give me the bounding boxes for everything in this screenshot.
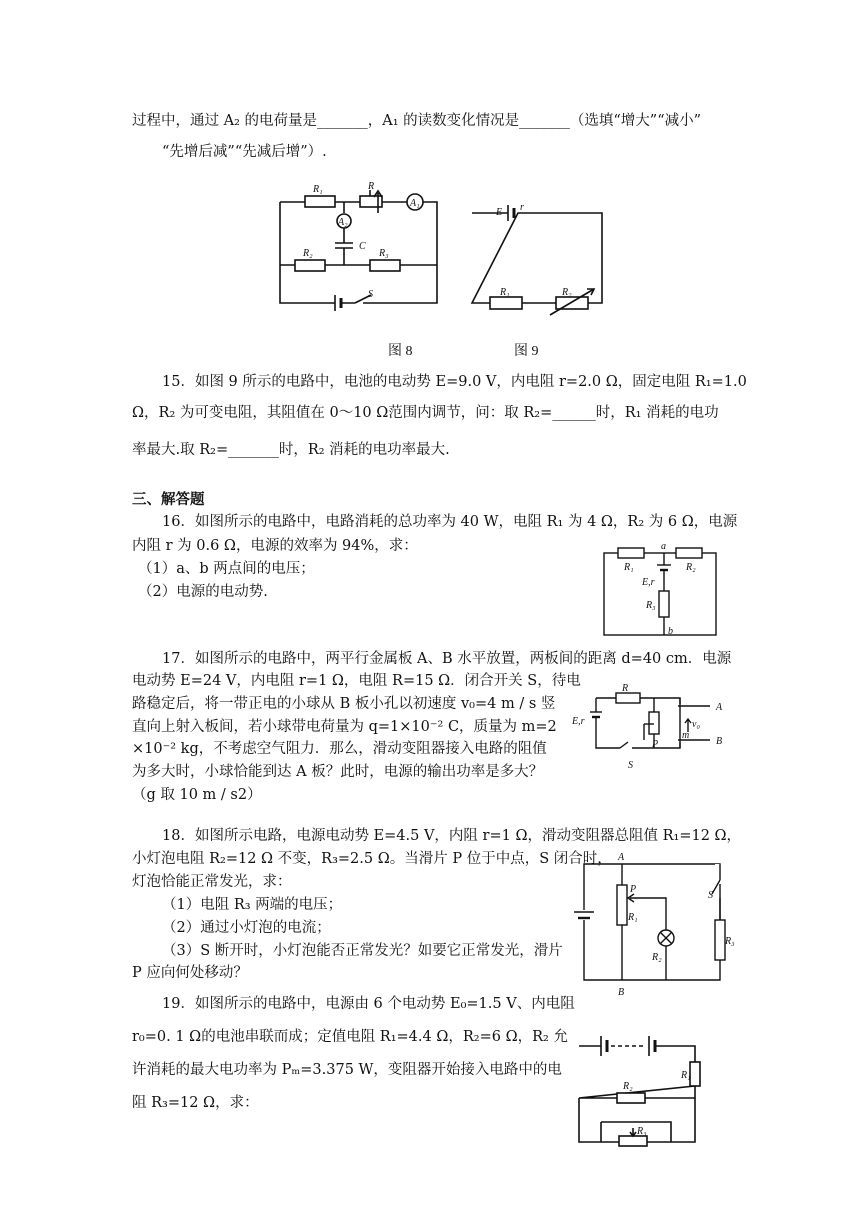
label: R₂ [686,562,696,573]
text-line: 直向上射入板间，若小球带电荷量为 q=1×10⁻² C，质量为 m=2 [132,719,557,735]
label: R₂ [303,248,313,259]
label: S [708,890,713,901]
label: B [716,736,723,747]
label: R₃ [646,600,656,611]
label: R₁ [628,912,638,923]
caption-fig9: 图 9 [514,344,539,359]
text-line: （1）电阻 R₃ 两端的电压； [162,897,343,913]
label: R₃ [379,248,389,259]
label: A₁ [410,198,420,209]
text-line: （2）电源的电动势. [138,584,268,600]
label: R [622,683,629,694]
text-line: 17．如图所示的电路中，两平行金属板 A、B 水平放置，两板间的距离 d=40 cm．电源 [162,651,732,667]
label: A₂ [338,217,348,228]
text-line: P 应向何处移动？ [132,965,248,981]
figure-q18-circuit [570,850,735,1000]
figure-q19-circuit [575,1032,725,1152]
label: R₂ [652,952,662,963]
text-line: 电动势 E=24 V，内电阻 r=1 Ω，电阻 R=15 Ω．闭合开关 S，待电 [132,673,581,689]
text-line: 15．如图 9 所示的电路中，电池的电动势 E=9.0 V，内电阻 r=2.0 Ω，固定电阻 R₁=1.0 [162,374,747,390]
text-line: 许消耗的最大电功率为 Pₘ=3.375 W，变阻器开始接入电路中的电 [132,1062,562,1078]
text-line: Ω，R₂ 为可变电阻，其阻值在 0～10 Ω范围内调节，问：取 R₂=______时，R₁ 消耗的电功 [132,405,719,421]
label: R₂ [623,1081,633,1092]
text-line: 灯泡恰能正常发光，求： [132,874,292,890]
figure-8-circuit [275,181,445,315]
label: S [368,289,373,300]
text-line: 为多大时，小球恰能到达 A 板？此时，电源的输出功率是多大？ [132,764,544,780]
label: m [682,730,690,741]
label: E [496,207,503,218]
label: R₃ [637,1126,647,1137]
text-line: （1）a、b 两点间的电压； [138,561,315,577]
label: a [661,541,666,552]
text-line: 过程中，通过 A₂ 的电荷量是_______，A₁ 的读数变化情况是_______（选填“增大”“减小” [132,113,702,129]
label: R₃ [725,936,735,947]
label: A [716,702,723,713]
text-line: 19．如图所示的电路中，电源由 6 个电动势 E₀=1.5 V、内电阻 [162,996,575,1012]
label: P [630,884,637,895]
figure-9-circuit [470,203,610,313]
label: B [618,987,625,998]
label: R₁ [624,562,634,573]
label: v₀ [692,719,700,730]
text-line: （3）S 断开时，小灯泡能否正常发光？如要它正常发光，滑片 [162,943,563,959]
text-line: 路稳定后，将一带正电的小球从 B 板小孔以初速度 v₀=4 m / s 竖 [132,696,556,712]
label: R₁ [500,287,510,298]
label: A [618,852,625,863]
text-line: 18．如图所示电路，电源电动势 E=4.5 V，内阻 r=1 Ω，滑动变阻器总阻值 R₁=12 Ω， [162,828,742,844]
label: P [652,739,659,750]
label: E,r [572,716,585,727]
text-line: （2）通过小灯泡的电流； [162,920,331,936]
text-line: 小灯泡电阻 R₂=12 Ω 不变，R₃=2.5 Ω。当滑片 P 位于中点，S 闭合时， [132,851,612,867]
text-line: 阻 R₃=12 Ω，求： [132,1095,259,1111]
text-line: “先增后减”“先减后增”）. [162,144,327,160]
label: C [359,241,366,252]
label: R [368,181,375,192]
text-line: 16．如图所示的电路中，电路消耗的总功率为 40 W，电阻 R₁ 为 4 Ω，R₂ 为 6 Ω，电源 [162,514,738,530]
label: R₂ [562,287,572,298]
text-line: r₀=0. 1 Ω的电池串联而成；定值电阻 R₁=4.4 Ω，R₂=6 Ω，R₂ 允 [132,1029,568,1045]
label: R₁ [313,184,323,195]
figure-q16-circuit [602,541,718,637]
label: r [520,202,524,213]
label: E,r [642,577,655,588]
text-line: 内阻 r 为 0.6 Ω，电源的效率为 94%，求： [132,538,418,554]
label: b [668,626,673,637]
label: R₁ [681,1070,691,1081]
text-line: 率最大.取 R₂=_______时，R₂ 消耗的电功率最大. [132,442,450,458]
caption-fig8: 图 8 [388,344,413,359]
text-line: ×10⁻² kg，不考虑空气阻力．那么，滑动变阻器接入电路的阻值 [132,741,547,757]
section-heading: 三、解答题 [132,492,205,508]
label: S [628,760,633,771]
text-line: （g 取 10 m / s2） [132,787,262,803]
figure-q17-circuit [570,682,730,772]
